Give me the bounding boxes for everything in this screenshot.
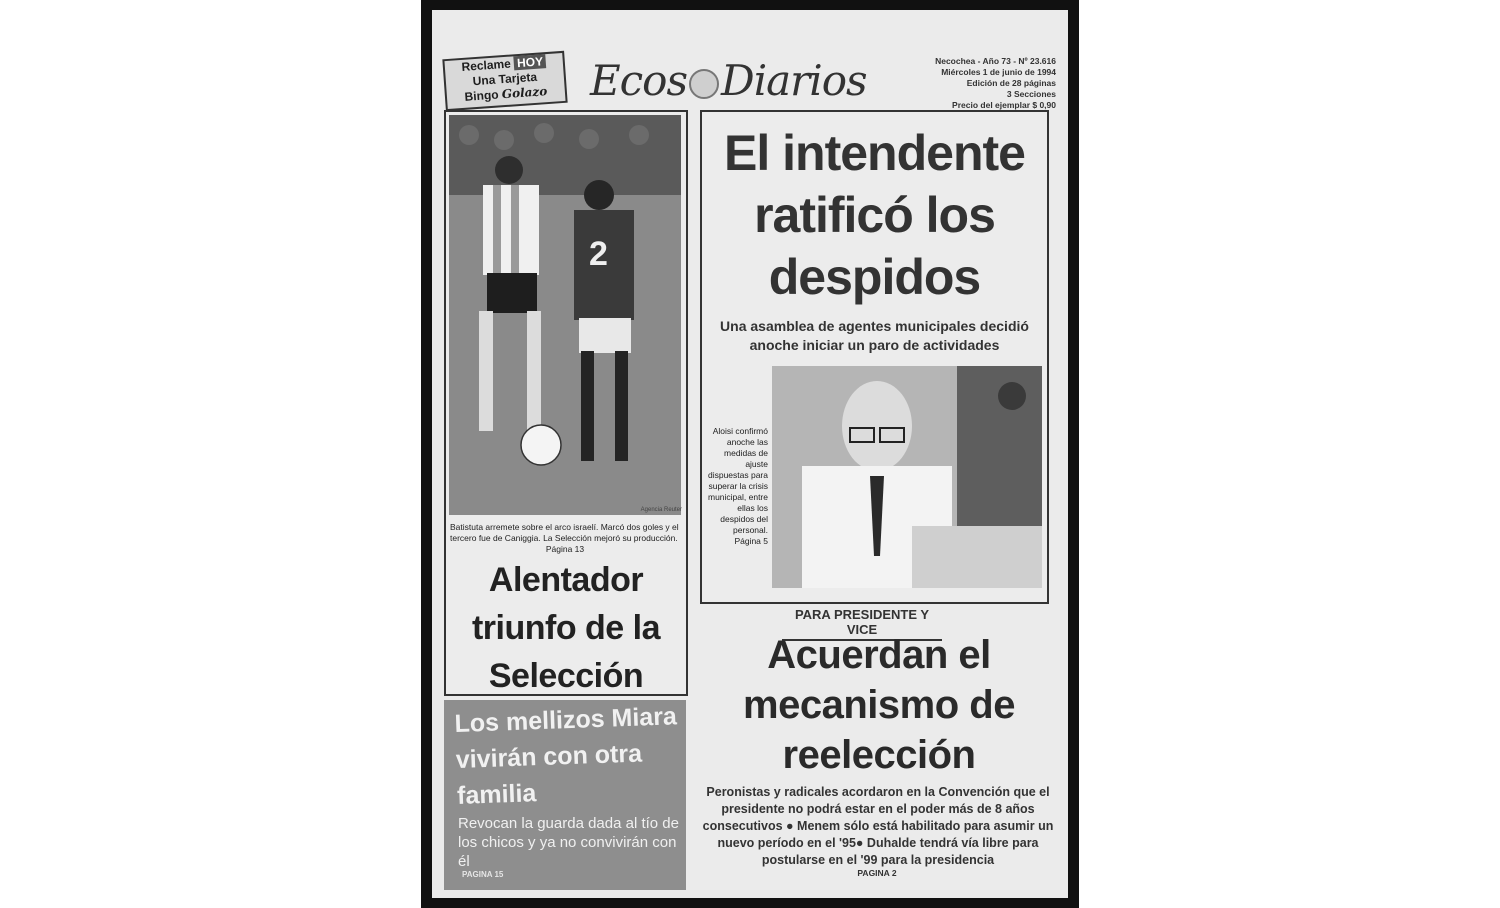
sports-caption bbox=[450, 522, 680, 555]
miara-story bbox=[444, 700, 686, 890]
election-body: Peronistas y radicales acordaron en la Convención que el presidente no podrá estar en el poder más de 8 años consecutivos ● Menem sólo está habilitado para asumir un nuevo período en el '95● Duhalde tendrá vía libre para postularse en el '99 para la presidencia bbox=[702, 785, 1054, 867]
edition-number: Necochea - Año 73 - Nº 23.616 bbox=[935, 56, 1056, 66]
promo-tarjeta: Una Tarjeta bbox=[472, 69, 538, 89]
newspaper-front-page bbox=[432, 10, 1068, 898]
masthead-ecos: Ecos bbox=[590, 56, 688, 105]
bingo-promo-badge bbox=[442, 51, 567, 111]
mayor-photo-illustration bbox=[772, 366, 1042, 588]
masthead-emblem-icon bbox=[689, 69, 719, 99]
election-page-ref: PAGINA 2 bbox=[857, 868, 897, 878]
sports-headline: Alentador triunfo de la Selección bbox=[471, 561, 661, 695]
miara-page-ref: PAGINA 15 bbox=[462, 870, 504, 879]
masthead bbox=[590, 56, 910, 106]
lead-photo-caption bbox=[706, 426, 768, 547]
edition-pages: Edición de 28 páginas bbox=[966, 78, 1056, 88]
promo-reclame: Reclame bbox=[461, 56, 512, 74]
edition-price: Precio del ejemplar $ 0,90 bbox=[952, 100, 1056, 110]
edition-date: Miércoles 1 de junio de 1994 bbox=[941, 67, 1056, 77]
football-photo-illustration bbox=[449, 115, 681, 515]
miara-subhead: Revocan la guarda dada al tío de los chicos y ya no convivirán con él bbox=[458, 815, 679, 870]
sports-caption-text: Batistuta arremete sobre el arco israelí. Marcó dos goles y el tercero fue de Caniggia. La Selección mejoró su producción. bbox=[450, 522, 679, 543]
photo-credit: Agencia Reuter bbox=[640, 507, 682, 513]
election-headline: Acuerdan el mecanismo de reelección bbox=[743, 633, 1015, 777]
lead-page-ref: Página 5 bbox=[734, 536, 768, 546]
football-photo bbox=[449, 115, 681, 515]
jersey-number: 2 bbox=[589, 235, 608, 273]
lead-photo-caption-text: Aloisi confirmó anoche las medidas de ajuste dispuestas para superar la crisis municipal, entre ellas los despidos del personal. bbox=[707, 426, 768, 535]
masthead-diarios: Diarios bbox=[721, 56, 867, 105]
miara-headline: Los mellizos Miara vivirán con otra familia bbox=[454, 702, 678, 810]
promo-bingo: Bingo bbox=[464, 87, 500, 104]
promo-golazo: Golazo bbox=[501, 84, 548, 102]
mayor-photo bbox=[772, 366, 1042, 588]
lead-subhead: Una asamblea de agentes municipales decidió anoche iniciar un paro de actividades bbox=[720, 318, 1029, 353]
lead-story bbox=[700, 110, 1049, 604]
election-kicker: PARA PRESIDENTE Y VICE bbox=[782, 607, 942, 641]
lead-headline: El intendente ratificó los despidos bbox=[724, 125, 1025, 305]
sports-story bbox=[444, 110, 688, 696]
promo-hoy: HOY bbox=[514, 54, 547, 70]
sports-page-ref: Página 13 bbox=[545, 544, 585, 554]
edition-info bbox=[896, 56, 1056, 111]
edition-sections: 3 Secciones bbox=[1006, 89, 1056, 99]
